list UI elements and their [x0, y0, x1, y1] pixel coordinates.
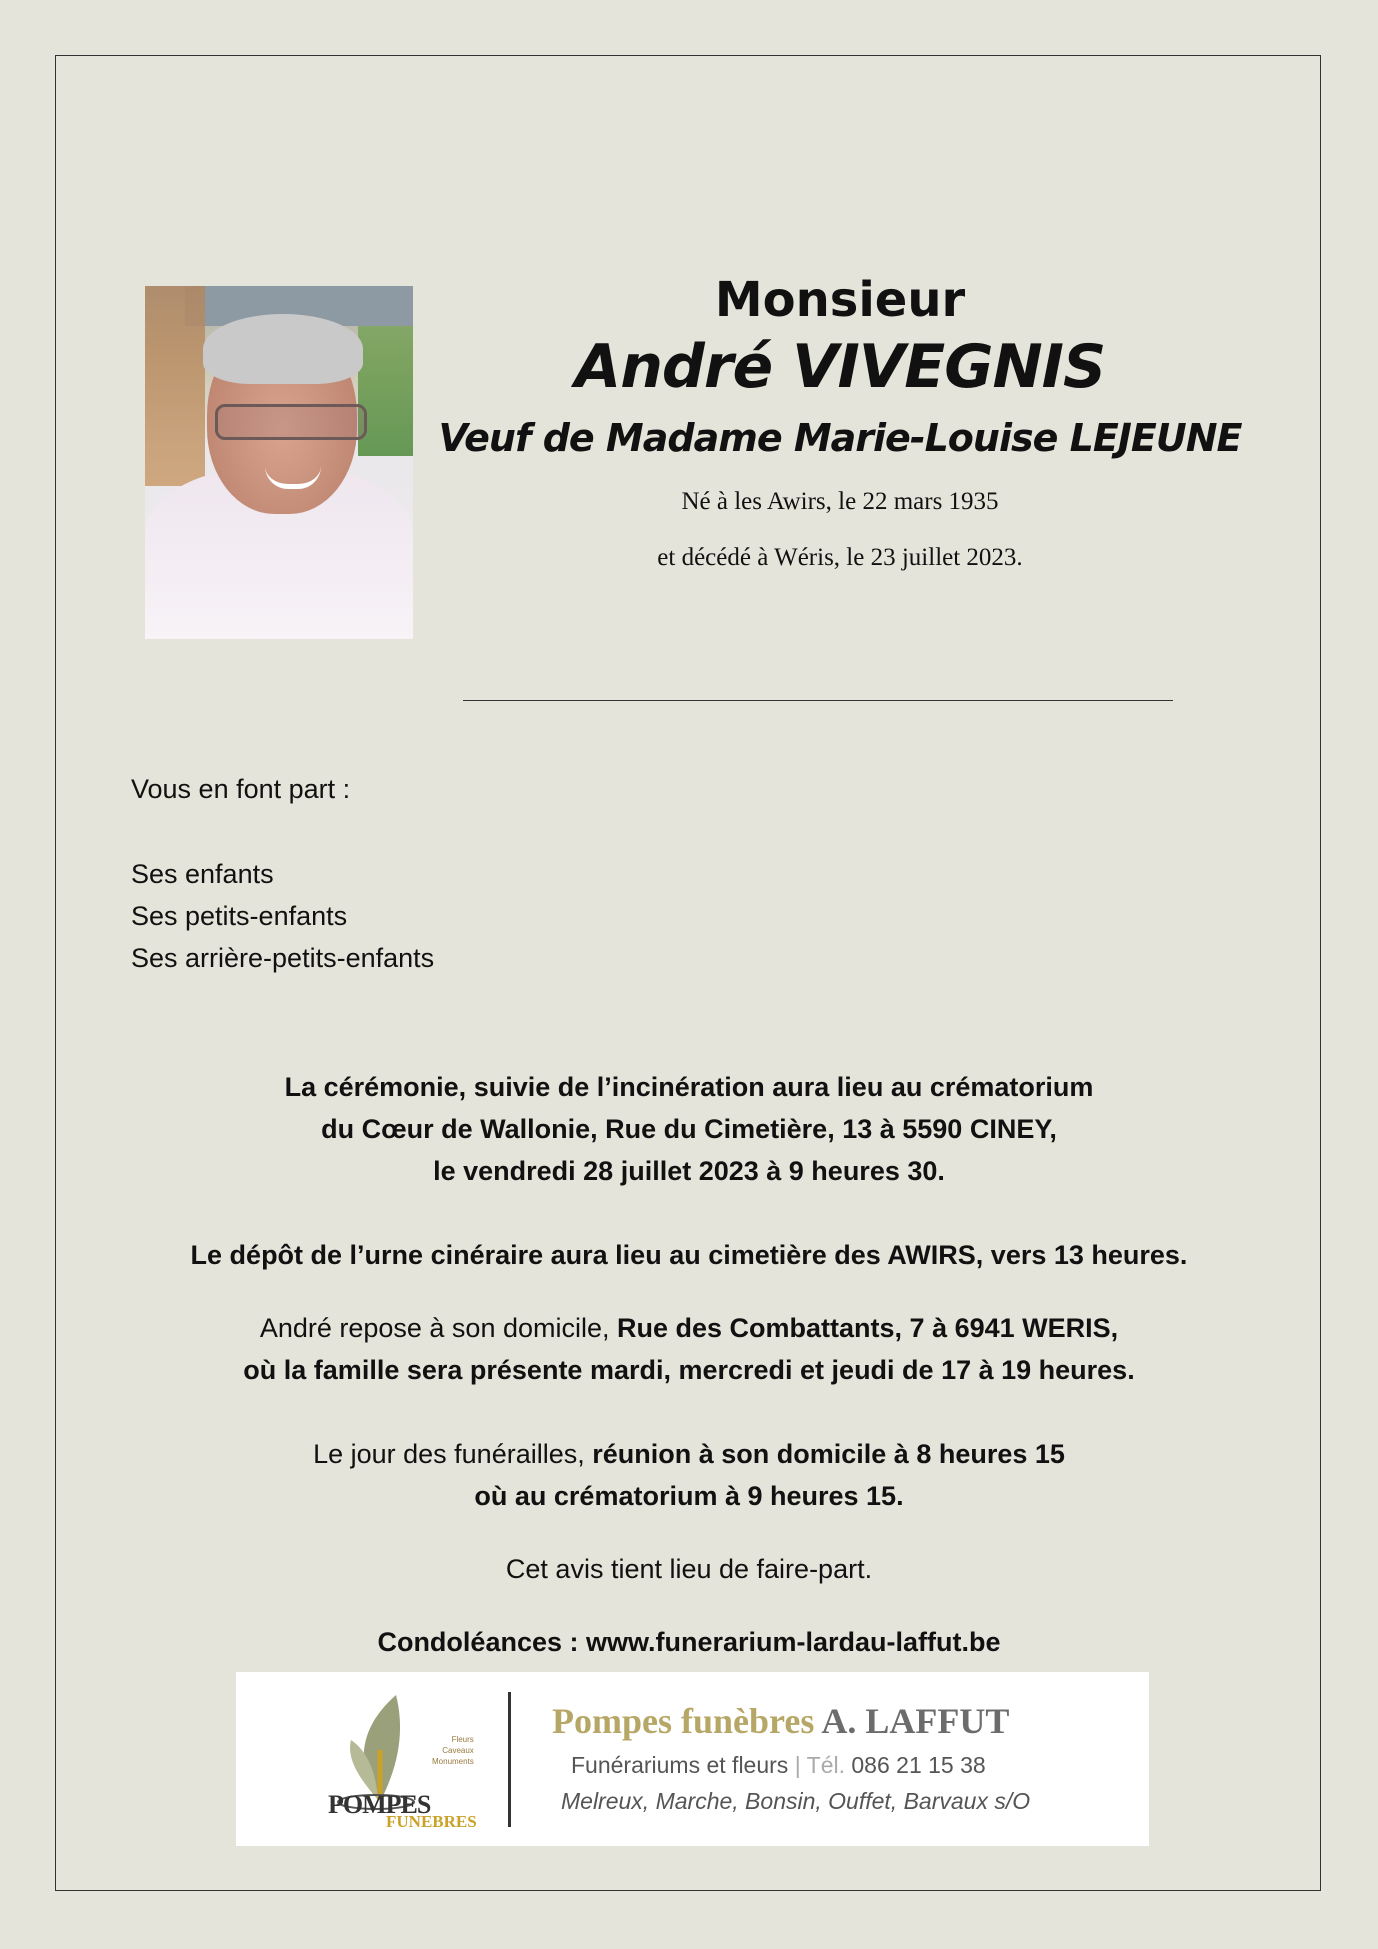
- funeral-day-line: [100, 1433, 1278, 1475]
- logo-funebres: FUNEBRES: [386, 1812, 477, 1831]
- notice-line: Cet avis tient lieu de faire-part.: [505, 1554, 873, 1584]
- ceremony-line: La cérémonie, suivie de l’incinération aura lieu au crématorium: [284, 1072, 1094, 1102]
- repose-prefix: André repose à son domicile,: [259, 1313, 618, 1343]
- logo-divider: [508, 1692, 511, 1827]
- logo-services: Funérariums et fleurs: [571, 1752, 795, 1778]
- family-item: Ses petits-enfants: [131, 901, 348, 931]
- portrait-photo: [145, 286, 413, 639]
- logo-title-part2: A. LAFFUT: [821, 1701, 1010, 1741]
- logo-phone: 086 21 15 38: [851, 1752, 986, 1778]
- funeral-day-bold: réunion à son domicile à 8 heures 15: [592, 1439, 1065, 1469]
- spouse-line: Veuf de Madame Marie-Louise LEJEUNE: [438, 416, 1242, 460]
- death-line: et décédé à Wéris, le 23 juillet 2023.: [657, 544, 1023, 571]
- life-dates: [430, 474, 1250, 586]
- funeral-day-line-2: où au crématorium à 9 heures 15.: [474, 1481, 904, 1511]
- deceased-name: André VIVEGNIS: [574, 332, 1106, 402]
- logo-small-line: Fleurs: [451, 1735, 474, 1744]
- family-item: Ses arrière-petits-enfants: [131, 943, 435, 973]
- urn-line: Le dépôt de l’urne cinéraire aura lieu au cimetière des AWIRS, vers 13 heures.: [190, 1240, 1188, 1270]
- logo-small-line: Caveaux: [442, 1746, 474, 1755]
- logo-pompes: POMPES: [328, 1790, 431, 1819]
- ceremony-line: le vendredi 28 juillet 2023 à 9 heures 30.: [433, 1156, 945, 1186]
- condolences-link[interactable]: Condoléances : www.funerarium-lardau-laffut.be: [377, 1627, 1001, 1657]
- logo-tel-label: | Tél.: [794, 1752, 852, 1778]
- logo-title: [552, 1700, 1009, 1742]
- birth-line: Né à les Awirs, le 22 mars 1935: [681, 488, 999, 515]
- announcement-block: [131, 768, 434, 979]
- logo-title-part1: Pompes funèbres: [552, 1701, 822, 1741]
- ceremony-line: du Cœur de Wallonie, Rue du Cimetière, 13 à 5590 CINEY,: [321, 1114, 1057, 1144]
- divider: [463, 700, 1173, 701]
- honorific: Monsieur: [714, 272, 966, 328]
- logo-contact: [571, 1752, 986, 1779]
- ceremony-block: [100, 1066, 1278, 1663]
- repose-line-2: où la famille sera présente mardi, mercredi et jeudi de 17 à 19 heures.: [243, 1355, 1135, 1385]
- announce-intro: Vous en font part :: [131, 774, 351, 804]
- logo-locations: Melreux, Marche, Bonsin, Ouffet, Barvaux s/O: [561, 1788, 1031, 1814]
- family-item: Ses enfants: [131, 859, 274, 889]
- logo-small-text: [432, 1734, 474, 1767]
- logo-small-line: Monuments: [432, 1757, 474, 1766]
- repose-address: Rue des Combattants, 7 à 6941 WERIS,: [617, 1313, 1119, 1343]
- funeral-day-prefix: Le jour des funérailles,: [313, 1439, 593, 1469]
- repose-line: [100, 1307, 1278, 1349]
- header: [430, 262, 1250, 586]
- funeral-home-logo: [236, 1672, 1149, 1846]
